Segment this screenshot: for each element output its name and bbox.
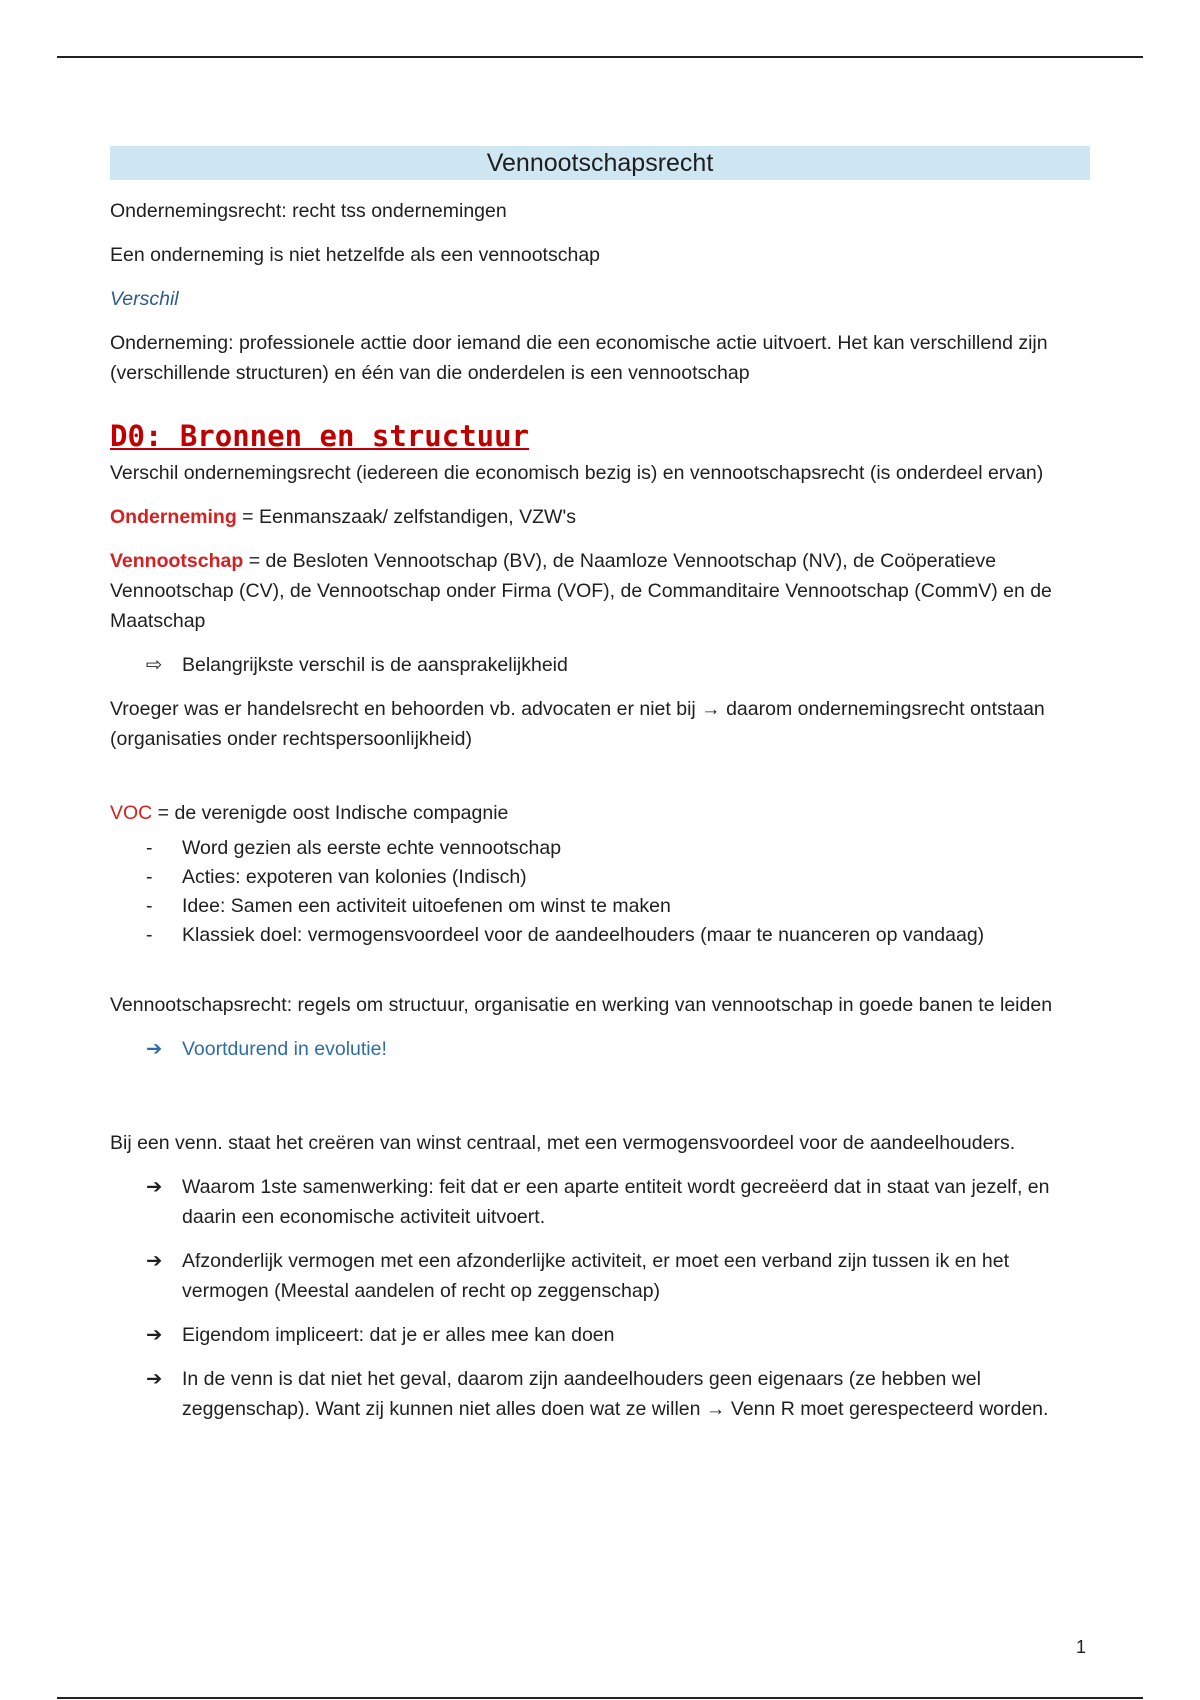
list-item: - Word gezien als eerste echte vennootschap — [110, 834, 1090, 863]
footer-rule — [57, 1697, 1143, 1699]
arrow-right-icon: ➔ — [146, 1250, 163, 1272]
arrow-bullet: ➔ In de venn is dat niet het geval, daarom zijn aandeelhouders geen eigenaars (ze hebben wel zeggenschap). Want zij kunnen niet alles doen wat ze willen → Venn R moet gerespecteerd worden. — [110, 1364, 1090, 1424]
dash-icon: - — [146, 895, 153, 917]
paragraph-winst: Bij een venn. staat het creëren van winst centraal, met een vermogensvoordeel voor de aandeelhouders. — [110, 1132, 1016, 1154]
term-vennootschap: Vennootschap — [110, 550, 244, 572]
paragraph-vroeger: Vroeger was er handelsrecht en behoorden vb. advocaten er niet bij → daarom ondernemingsrecht ontstaan (organisaties onder rechtspersoonlijkheid) — [110, 698, 1045, 750]
arrow-right-icon: ➔ — [146, 1038, 163, 1060]
evolutie-bullet — [110, 1034, 1090, 1064]
arrow-bullet: ➔ Waarom 1ste samenwerking: feit dat er een aparte entiteit wordt gecreëerd dat in staat van jezelf, en daarin een economische activiteit uitvoert. — [110, 1172, 1090, 1232]
intro-paragraph-1: Ondernemingsrecht: recht tss ondernemingen — [110, 200, 507, 222]
arrow-icon: → — [701, 698, 721, 720]
evolutie-text: Voortdurend in evolutie! — [182, 1038, 387, 1060]
bullet-text: Belangrijkste verschil is de aansprakelijkheid — [182, 654, 568, 676]
header-rule — [57, 56, 1143, 58]
arrow-right-icon: ➔ — [146, 1368, 163, 1390]
arrow-bullet: ➔ Afzonderlijk vermogen met een afzonderlijke activiteit, er moet een verband zijn tussen ik en het vermogen (Meestal aandelen of recht op zeggenschap) — [110, 1246, 1090, 1306]
page-number: 1 — [1076, 1637, 1087, 1657]
arrow-right-icon: ➔ — [146, 1324, 163, 1346]
def-voc: = de verenigde oost Indische compagnie — [152, 802, 509, 824]
term-onderneming: Onderneming — [110, 506, 237, 528]
dash-icon: - — [146, 924, 153, 946]
section-paragraph-1: Verschil ondernemingsrecht (iedereen die economisch bezig is) en vennootschapsrecht (is onderdeel ervan) — [110, 462, 1044, 484]
document-title: Vennootschapsrecht — [110, 146, 1090, 180]
term-voc: VOC — [110, 802, 153, 824]
list-item: - Acties: expoteren van kolonies (Indisch) — [110, 863, 1090, 892]
arrow-icon: → — [705, 1398, 726, 1420]
definition-onderneming — [110, 502, 1090, 532]
hollow-arrow-icon: ⇨ — [146, 654, 163, 676]
intro-paragraph-3: Onderneming: professionele acttie door iemand die een economische actie uitvoert. Het kan verschillend zijn (verschillende structuren) en één van die onderdelen is een vennootschap — [110, 332, 1048, 384]
intro-paragraph-2: Een onderneming is niet hetzelfde als een vennootschap — [110, 244, 601, 266]
definition-voc — [110, 798, 1090, 828]
list-item: - Idee: Samen een activiteit uitoefenen om winst te maken — [110, 892, 1090, 921]
section-heading: D0: Bronnen en structuur — [110, 419, 530, 453]
dash-icon: - — [146, 837, 153, 859]
arrow-right-icon: ➔ — [146, 1176, 163, 1198]
dash-icon: - — [146, 866, 153, 888]
subheading-verschil: Verschil — [110, 288, 179, 310]
paragraph-vennootschapsrecht: Vennootschapsrecht: regels om structuur, organisatie en werking van vennootschap in goede banen te leiden — [110, 994, 1053, 1016]
hollow-arrow-bullet — [110, 650, 1090, 680]
def-onderneming: = Eenmanszaak/ zelfstandigen, VZW's — [236, 506, 576, 528]
voc-list — [110, 834, 1090, 950]
def-vennootschap: = de Besloten Vennootschap (BV), de Naamloze Vennootschap (NV), de Coöperatieve Vennootschap (CV), de Vennootschap onder Firma (VOF), de Commanditaire Vennootschap (CommV) en de Maatschap — [110, 550, 1052, 632]
list-item: - Klassiek doel: vermogensvoordeel voor de aandeelhouders (maar te nuanceren op vandaag) — [110, 921, 1090, 950]
definition-vennootschap — [110, 546, 1090, 636]
arrow-bullet: ➔ Eigendom impliceert: dat je er alles mee kan doen — [110, 1320, 1090, 1350]
document-body — [110, 146, 1090, 1438]
